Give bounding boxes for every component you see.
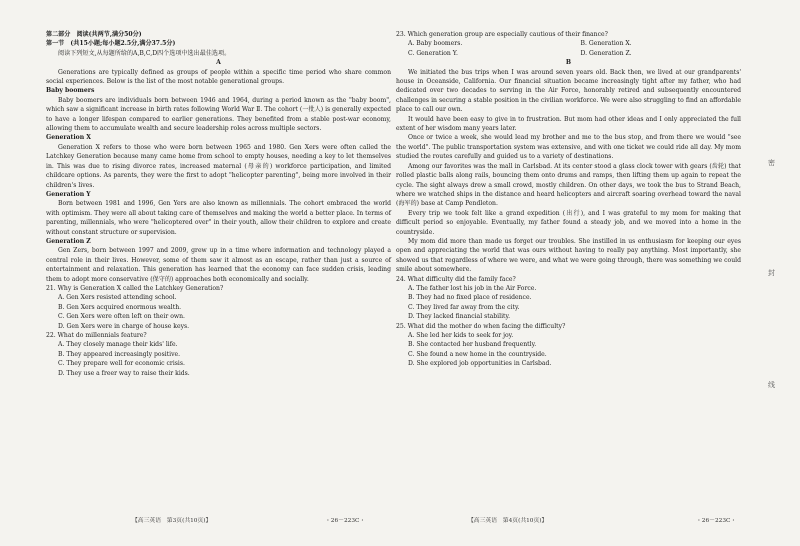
paragraph-generation-x: Generation X refers to those who were born between 1965 and 1980. Gen Xers were often called the Latchkey Generation because many came home from school to empty houses, needing a key to let themselves in. This was due to rising divorce rates, increased maternal (母亲的) workforce participation, and limited childcare options. As parents, they were the first to adopt "helicopter parenting", being more involved in their children's lives. xyxy=(46,143,391,189)
q24-option-a: A. The father lost his job in the Air Force. xyxy=(408,284,537,292)
margin-mark-line: 线 xyxy=(768,381,775,389)
question-23: 23. Which generation group are especially cautious of their finance? xyxy=(396,31,608,38)
q23-options-row-2 xyxy=(396,49,741,58)
footer-right-page-label: 【高三英语 第4页(共10页)】 xyxy=(468,518,548,524)
paragraph-generation-y: Born between 1981 and 1996, Gen Yers are also known as millennials. The cohort embraced the world with optimism. They were all about taking care of themselves and making the world a better place. In terms of parenting, millennials, who were "helicoptered over" in their youth, allow their children to explore and create without constant structure or supervision. xyxy=(46,200,391,236)
passage-b-paragraph-1: We initiated the bus trips when I was around seven years old. Back then, we lived at our grandparents' house in Oceanside, California. Our financial situation became increasingly tight after my father, who had dedicated over two decades to serving in the Air Force, honorably retired and subsequently encountered challenges in securing a stable position in the civilian workforce. We were also struggling to find an affordable place to call our own. xyxy=(396,68,741,114)
question-21: 21. Why is Generation X called the Latchkey Generation? xyxy=(46,284,224,292)
passage-b-paragraph-6: My mom did more than made us forget our troubles. She instilled in us enthusiasm for keeping our eyes open and appreciating the world that was ours without having to really pay anything. Most importantly, she showed us that regardless of where we were, and what we were going through, there was something we could smile about somewhere. xyxy=(396,237,741,274)
margin-mark-seal-2: 封 xyxy=(768,269,775,277)
q25-option-a: A. She led her kids to seek for joy. xyxy=(408,332,514,339)
question-24: 24. What difficulty did the family face? xyxy=(396,275,516,283)
q22-option-c: C. They prepare well for economic crisis. xyxy=(58,360,185,368)
part-title: 第二部分 阅读(共两节,满分50分) xyxy=(46,31,142,38)
passage-b-paragraph-3: Once or twice a week, she would lead my brother and me to the bus stop, and from there we would "see the world". The public transportation system was extensive, and with one ticket we could ride all day. My mom studied the routes carefully and guided us to a variety of destinations. xyxy=(396,134,741,161)
heading-baby-boomers: Baby boomers xyxy=(46,87,95,95)
q22-option-b: B. They appeared increasingly positive. xyxy=(58,350,181,358)
footer-left-page-code: ・26－223C・ xyxy=(325,518,366,524)
footer-left-page-label: 【高三英语 第3页(共10页)】 xyxy=(132,518,212,524)
passage-a-label: A xyxy=(216,59,221,67)
q23-options-row-1 xyxy=(396,39,741,48)
q24-option-c: C. They lived far away from the city. xyxy=(408,303,520,311)
paragraph-baby-boomers: Baby boomers are individuals born between 1946 and 1964, during a period known as the "baby boom", which saw a significant increase in birth rates following World War Ⅱ. The cohort (一批人) is generally expected to have a longer lifespan compared to earlier generations. They benefited from a stable post-war economy, allowing them to accumulate wealth and secure leadership roles across multiple sectors. xyxy=(46,96,391,133)
paragraph-generation-z: Gen Zers, born between 1997 and 2009, grew up in a time where information and technology played a central role in their lives. However, some of them saw it almost as an escape, rather than just a source of entertainment and relaxation. This generation has learned that the economy can face sudden crisis, leading them to adopt more conservative (保守的) approaches both economically and socially. xyxy=(46,247,391,283)
q25-option-c: C. She found a new home in the countryside. xyxy=(408,350,547,358)
heading-generation-x: Generation X xyxy=(46,134,92,142)
q22-option-a: A. They closely manage their kids' life. xyxy=(58,341,178,349)
question-22: 22. What do millennials feature? xyxy=(46,332,147,339)
q21-option-a: A. Gen Xers resisted attending school. xyxy=(58,294,177,302)
q25-option-d: D. She explored job opportunities in Carlsbad. xyxy=(408,360,552,368)
left-page xyxy=(46,30,391,378)
q25-option-b: B. She contacted her husband frequently. xyxy=(408,341,537,349)
q21-option-d: D. Gen Xers were in charge of house keys. xyxy=(58,322,190,330)
q23-option-b: B. Generation X. xyxy=(580,40,632,48)
heading-generation-z: Generation Z xyxy=(46,237,91,245)
passage-b-label: B xyxy=(565,59,572,67)
q21-option-c: C. Gen Xers were often left on their own. xyxy=(58,313,185,321)
margin-mark-seal: 密 xyxy=(768,159,775,167)
q24-option-d: D. They lacked financial stability. xyxy=(408,313,511,321)
passage-a-intro: Generations are typically defined as groups of people within a specific time period who share common social experiences. Below is the list of the most notable generational groups. xyxy=(46,68,391,86)
question-25: 25. What did the mother do when facing the difficulty? xyxy=(396,322,566,330)
q21-option-b: B. Gen Xers acquired enormous wealth. xyxy=(58,303,182,311)
section-title: 第一节 (共15小题;每小题2.5分,满分37.5分) xyxy=(46,40,176,48)
q24-option-b: B. They had no fixed place of residence. xyxy=(408,294,532,302)
q23-option-d: D. Generation Z. xyxy=(580,49,632,57)
heading-generation-y: Generation Y xyxy=(46,190,91,198)
right-page xyxy=(396,30,741,369)
passage-b-paragraph-2: It would have been easy to give in to frustration. But mom had other ideas and I only appreciated the full extent of her wisdom many years later. xyxy=(396,115,741,133)
q23-option-c: C. Generation Y. xyxy=(408,49,458,57)
instruction: 阅读下列短文,从每题所给的A,B,C,D四个选项中选出最佳选项。 xyxy=(58,49,231,57)
passage-b-paragraph-4: Among our favorites was the mall in Carlsbad. At its center stood a glass clock tower with gears (齿轮) that rolled plastic balls along rails, bouncing them onto drums and ramps, then lifting them up again to repeat the cycle. The sight always drew a small crowd, mostly children. On other days, we took the bus to Strand Beach, where we watched ships in the distance and heard helicopters and aircraft soaring overhead toward the naval (海军的) base at Camp Pendleton. xyxy=(396,162,741,208)
passage-b-paragraph-5: Every trip we took felt like a grand expedition (出行), and I was grateful to my mom for making that difficult period so enjoyable. Eventually, my father found a steady job, and we moved into a home in the countryside. xyxy=(396,209,741,236)
q23-option-a: A. Baby boomers. xyxy=(408,40,463,48)
q22-option-d: D. They use a freer way to raise their kids. xyxy=(58,369,190,377)
footer-right-page-code: ・26－223C・ xyxy=(696,518,737,524)
